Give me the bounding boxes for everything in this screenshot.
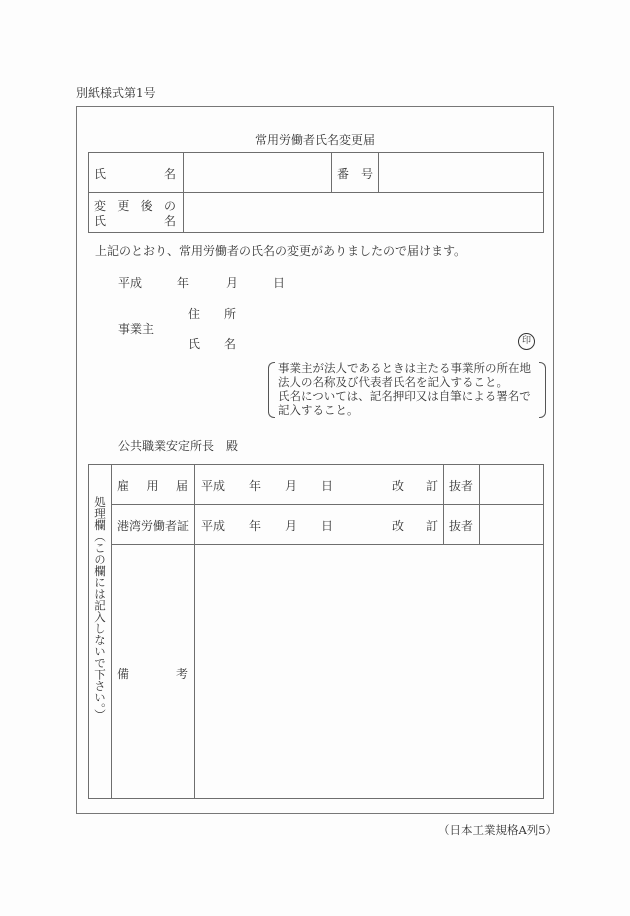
processing-side-label: 処理欄（この欄には記入しないで下さい。） [93, 496, 107, 721]
date-year-unit: 年 [177, 276, 190, 290]
row-era: 平成 [201, 519, 226, 533]
remarks-label: 備 考 [117, 667, 188, 681]
date-day-unit: 日 [273, 276, 286, 290]
remarks-field[interactable] [197, 547, 540, 795]
new-name-field[interactable] [186, 195, 540, 229]
new-name-label-line2: 氏 名 [94, 214, 176, 228]
employer-label: 事業主 [118, 322, 155, 336]
date-month-unit: 月 [226, 276, 239, 290]
row-year: 年 [249, 479, 262, 493]
statement-text: 上記のとおり、常用労働者の氏名の変更がありましたので届けます。 [95, 244, 467, 258]
number-label: 番 号 [337, 167, 373, 181]
employer-address-label: 住 所 [188, 307, 236, 321]
row-day: 日 [321, 519, 334, 533]
row-year: 年 [249, 519, 262, 533]
number-field[interactable] [381, 155, 539, 189]
row-revision: 改 訂 [392, 479, 438, 493]
row-extract: 抜者 [449, 479, 474, 493]
row-label: 雇 用 届 [117, 479, 188, 493]
seal-icon: 印 [518, 333, 535, 350]
new-name-label-line1: 変 更 後 の [94, 199, 176, 213]
paper-size-note: （日本工業規格A列5） [438, 823, 558, 837]
row-label: 港湾労働者証 [117, 519, 190, 533]
employer-name-label: 氏 名 [188, 337, 236, 351]
row-revision: 改 訂 [392, 519, 438, 533]
addressee: 公共職業安定所長 殿 [118, 439, 239, 453]
row-month: 月 [285, 519, 298, 533]
form-number: 別紙様式第1号 [76, 86, 156, 100]
row-extract: 抜者 [449, 519, 474, 533]
name-field[interactable] [186, 155, 328, 189]
row-era: 平成 [201, 479, 226, 493]
row-value-field[interactable] [482, 507, 540, 541]
row-value-field[interactable] [482, 467, 540, 501]
instruction-note: 事業主が法人であるときは主たる事業所の所在地 法人の名称及び代表者氏名を記入すること。 氏名については、記名押印又は自筆による署名で 記入すること。 [268, 361, 544, 417]
form-title: 常用労働者氏名変更届 [254, 133, 375, 147]
date-era: 平成 [118, 276, 143, 290]
row-day: 日 [321, 479, 334, 493]
row-month: 月 [285, 479, 298, 493]
name-label: 氏 名 [94, 167, 176, 181]
